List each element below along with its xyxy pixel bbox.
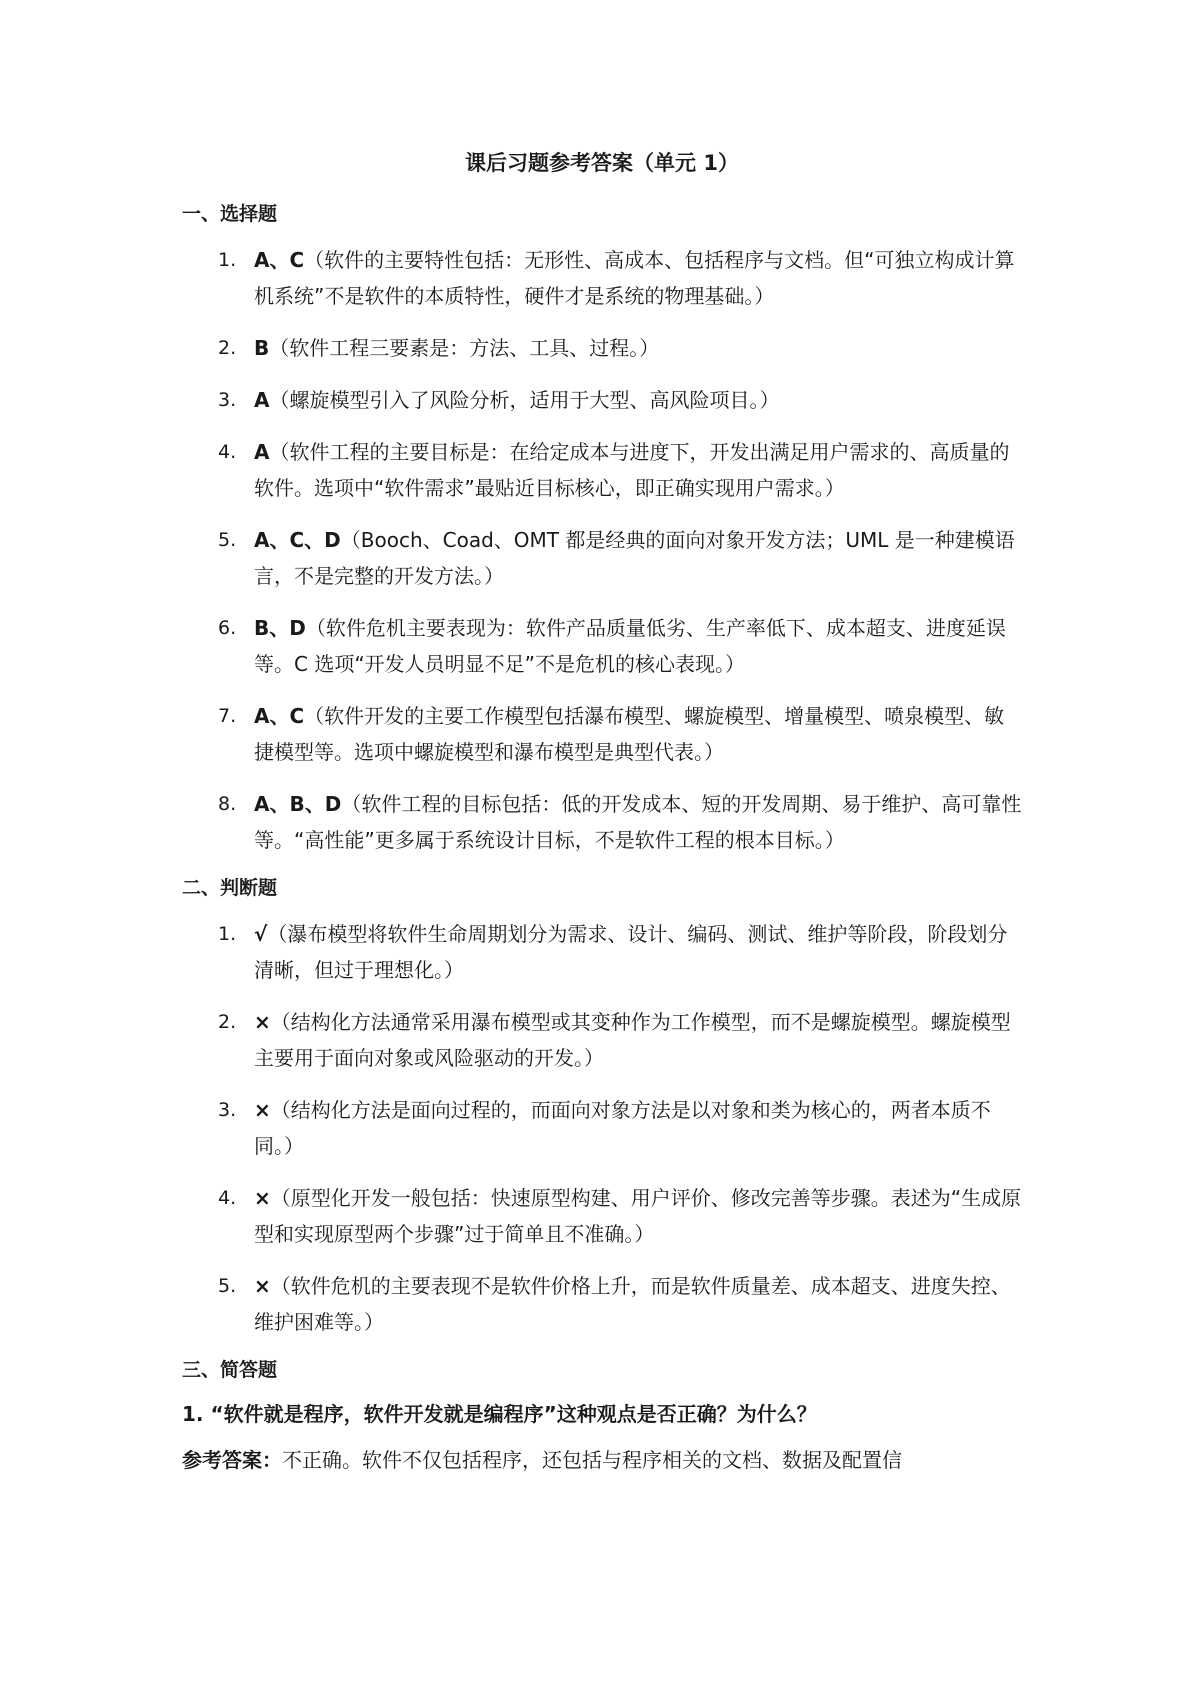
choice-answer-item [182, 522, 1022, 594]
page-title: 课后习题参考答案（单元 1） [465, 151, 739, 175]
item-number: 1. [218, 249, 237, 271]
item-number: 5. [218, 529, 237, 551]
short-answer-reference [182, 1444, 1022, 1476]
choice-answer-item [182, 610, 1022, 682]
item-number: 3. [218, 389, 237, 411]
item-number: 1. [218, 923, 237, 945]
section-heading-short-answer: 三、简答题 [182, 1359, 278, 1381]
answer-explanation: （原型化开发一般包括：快速原型构建、用户评价、修改完善等步骤。表述为“生成原型和实现原型两个步骤”过于简单且不准确。） [254, 1186, 1022, 1246]
answer-explanation: （Booch、Coad、OMT 都是经典的面向对象开发方法；UML 是一种建模语言，不是完整的开发方法。） [254, 528, 1015, 588]
answer-explanation: （结构化方法是面向过程的，而面向对象方法是以对象和类为核心的，两者本质不同。） [254, 1098, 991, 1158]
answer-key: √ [254, 922, 268, 946]
item-number: 4. [218, 441, 237, 463]
choice-answer-item [182, 698, 1022, 770]
short-answer-question: 1. “软件就是程序，软件开发就是编程序”这种观点是否正确？为什么？ [182, 1402, 817, 1426]
answer-explanation: （软件工程的目标包括：低的开发成本、短的开发周期、易于维护、高可靠性等。“高性能”更多属于系统设计目标，不是软件工程的根本目标。） [254, 792, 1022, 852]
answer-explanation: （螺旋模型引入了风险分析，适用于大型、高风险项目。） [269, 388, 780, 412]
answer-explanation: （软件工程的主要目标是：在给定成本与进度下，开发出满足用户需求的、高质量的软件。选项中“软件需求”最贴近目标核心，即正确实现用户需求。） [254, 440, 1010, 500]
judgment-answer-item [182, 916, 1022, 988]
section-heading-judgment: 二、判断题 [182, 877, 278, 899]
answer-explanation: （软件的主要特性包括：无形性、高成本、包括程序与文档。但“可独立构成计算机系统”不是软件的本质特性，硬件才是系统的物理基础。） [254, 248, 1015, 308]
answer-key: A、C [254, 704, 305, 728]
choice-answer-item [182, 382, 1022, 418]
answer-key: B [254, 336, 270, 360]
item-number: 2. [218, 337, 237, 359]
answer-key: A [254, 388, 270, 412]
item-number: 7. [218, 705, 237, 727]
choice-answer-item [182, 330, 1022, 366]
answer-key: A [254, 440, 270, 464]
choice-answer-item [182, 242, 1022, 314]
answer-text: 不正确。软件不仅包括程序，还包括与程序相关的文档、数据及配置信 [282, 1448, 902, 1472]
item-number: 6. [218, 617, 237, 639]
answer-key: A、B、D [254, 792, 342, 816]
answer-key: × [254, 1274, 271, 1298]
answer-explanation: （结构化方法通常采用瀑布模型或其变种作为工作模型，而不是螺旋模型。螺旋模型主要用于面向对象或风险驱动的开发。） [254, 1010, 1011, 1070]
answer-key: × [254, 1186, 271, 1210]
answer-key: B、D [254, 616, 306, 640]
judgment-answer-item [182, 1268, 1022, 1340]
answer-explanation: （软件危机主要表现为：软件产品质量低劣、生产率低下、成本超支、进度延误等。C 选项“开发人员明显不足”不是危机的核心表现。） [254, 616, 1006, 676]
judgment-answer-list [182, 916, 1022, 1340]
choice-answer-list [182, 242, 1022, 858]
judgment-answer-item [182, 1004, 1022, 1076]
answer-key: A、C、D [254, 528, 341, 552]
judgment-answer-item [182, 1092, 1022, 1164]
item-number: 8. [218, 793, 237, 815]
item-number: 4. [218, 1187, 237, 1209]
item-number: 3. [218, 1099, 237, 1121]
answer-explanation: （软件开发的主要工作模型包括瀑布模型、螺旋模型、增量模型、喷泉模型、敏捷模型等。选项中螺旋模型和瀑布模型是典型代表。） [254, 704, 1005, 764]
answer-explanation: （软件危机的主要表现不是软件价格上升，而是软件质量差、成本超支、进度失控、维护困难等。） [254, 1274, 1011, 1334]
choice-answer-item [182, 434, 1022, 506]
document-page [182, 148, 1022, 1476]
answer-explanation: （瀑布模型将软件生命周期划分为需求、设计、编码、测试、维护等阶段，阶段划分清晰，但过于理想化。） [254, 922, 1008, 982]
item-number: 2. [218, 1011, 237, 1033]
answer-label: 参考答案： [182, 1448, 282, 1472]
answer-explanation: （软件工程三要素是：方法、工具、过程。） [269, 336, 660, 360]
answer-key: × [254, 1098, 271, 1122]
item-number: 5. [218, 1275, 237, 1297]
answer-key: × [254, 1010, 271, 1034]
answer-key: A、C [254, 248, 305, 272]
judgment-answer-item [182, 1180, 1022, 1252]
choice-answer-item [182, 786, 1022, 858]
section-heading-choice: 一、选择题 [182, 203, 278, 225]
